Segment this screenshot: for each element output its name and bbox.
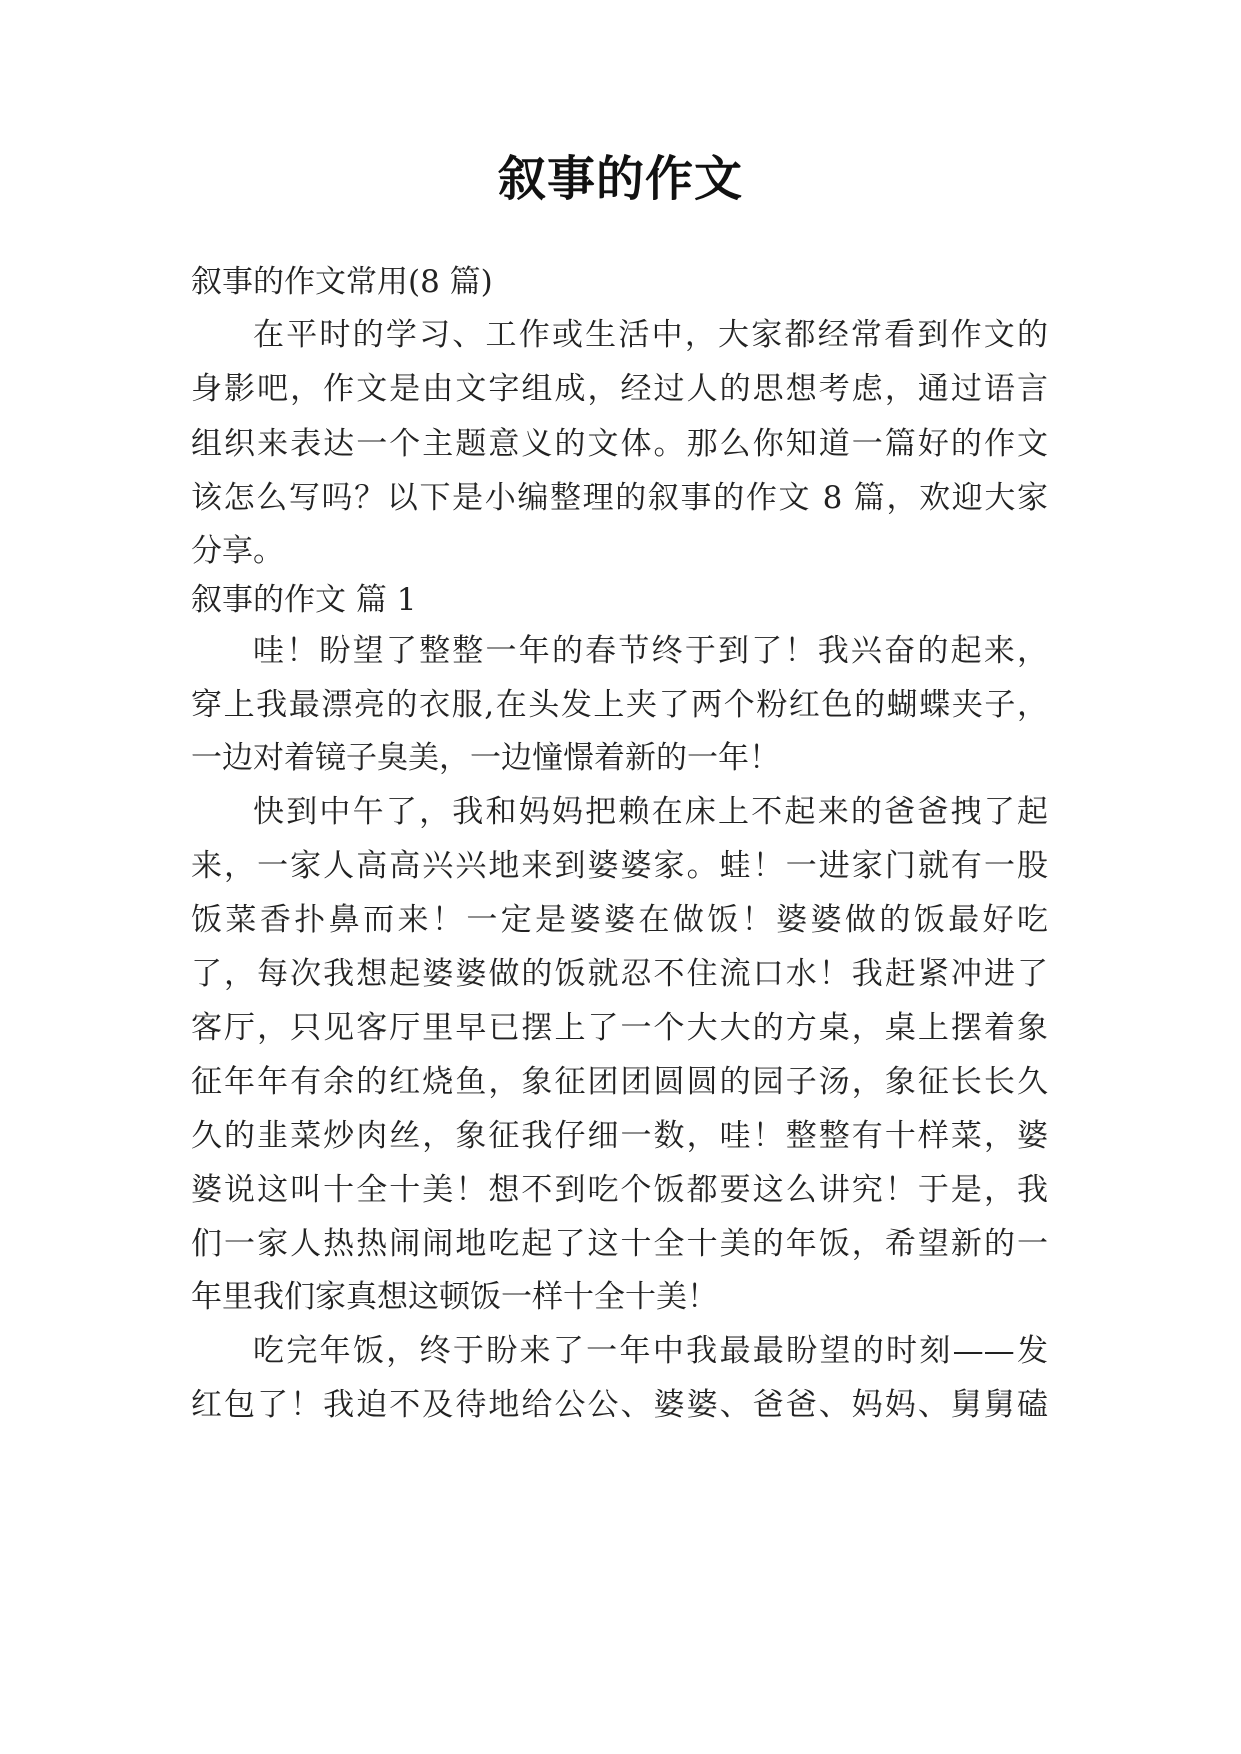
intro-line: 身影吧，作文是由文字组成，经过人的思想考虑，通过语言 [191,371,1048,407]
paragraph-line: 饭菜香扑鼻而来！一定是婆婆在做饭！婆婆做的饭最好吃 [191,902,1048,938]
paragraph-line: 穿上我最漂亮的衣服,在头发上夹了两个粉红色的蝴蝶夹子， [191,687,1048,723]
paragraph-line: 了，每次我想起婆婆做的饭就忍不住流口水！我赶紧冲进了 [191,956,1048,992]
paragraph-line: 婆说这叫十全十美！想不到吃个饭都要这么讲究！于是，我 [191,1172,1048,1208]
intro-line: 分享。 [191,533,284,569]
paragraph-line: 客厅，只见客厅里早已摆上了一个大大的方桌，桌上摆着象 [191,1010,1048,1046]
document-title: 叙事的作文 [497,151,743,207]
intro-line: 在平时的学习、工作或生活中，大家都经常看到作文的 [253,317,1048,353]
paragraph-line: 年里我们家真想这顿饭一样十全十美！ [191,1279,718,1315]
intro-line: 组织来表达一个主题意义的文体。那么你知道一篇好的作文 [191,426,1048,462]
paragraph-line: 红包了！我迫不及待地给公公、婆婆、爸爸、妈妈、舅舅磕 [191,1387,1048,1423]
paragraph-line: 吃完年饭，终于盼来了一年中我最最盼望的时刻——发 [253,1333,1048,1369]
paragraph-line: 来，一家人高高兴兴地来到婆婆家。蛙！一进家门就有一股 [191,848,1048,884]
paragraph-line: 们一家人热热闹闹地吃起了这十全十美的年饭，希望新的一 [191,1226,1048,1262]
paragraph-line: 征年年有余的红烧鱼，象征团团圆圆的园子汤，象征长长久 [191,1064,1048,1100]
paragraph-line: 一边对着镜子臭美，一边憧憬着新的一年！ [191,740,780,776]
paragraph-line: 哇！盼望了整整一年的春节终于到了！我兴奋的起来， [253,633,1048,669]
section-heading: 叙事的作文 篇 1 [191,582,417,618]
paragraph-line: 久的韭菜炒肉丝，象征我仔细一数，哇！整整有十样菜，婆 [191,1118,1048,1154]
paragraph-line: 快到中午了，我和妈妈把赖在床上不起来的爸爸拽了起 [253,794,1048,830]
document-subtitle: 叙事的作文常用(8 篇) [191,264,493,300]
intro-line: 该怎么写吗？以下是小编整理的叙事的作文 8 篇，欢迎大家 [191,480,1048,516]
